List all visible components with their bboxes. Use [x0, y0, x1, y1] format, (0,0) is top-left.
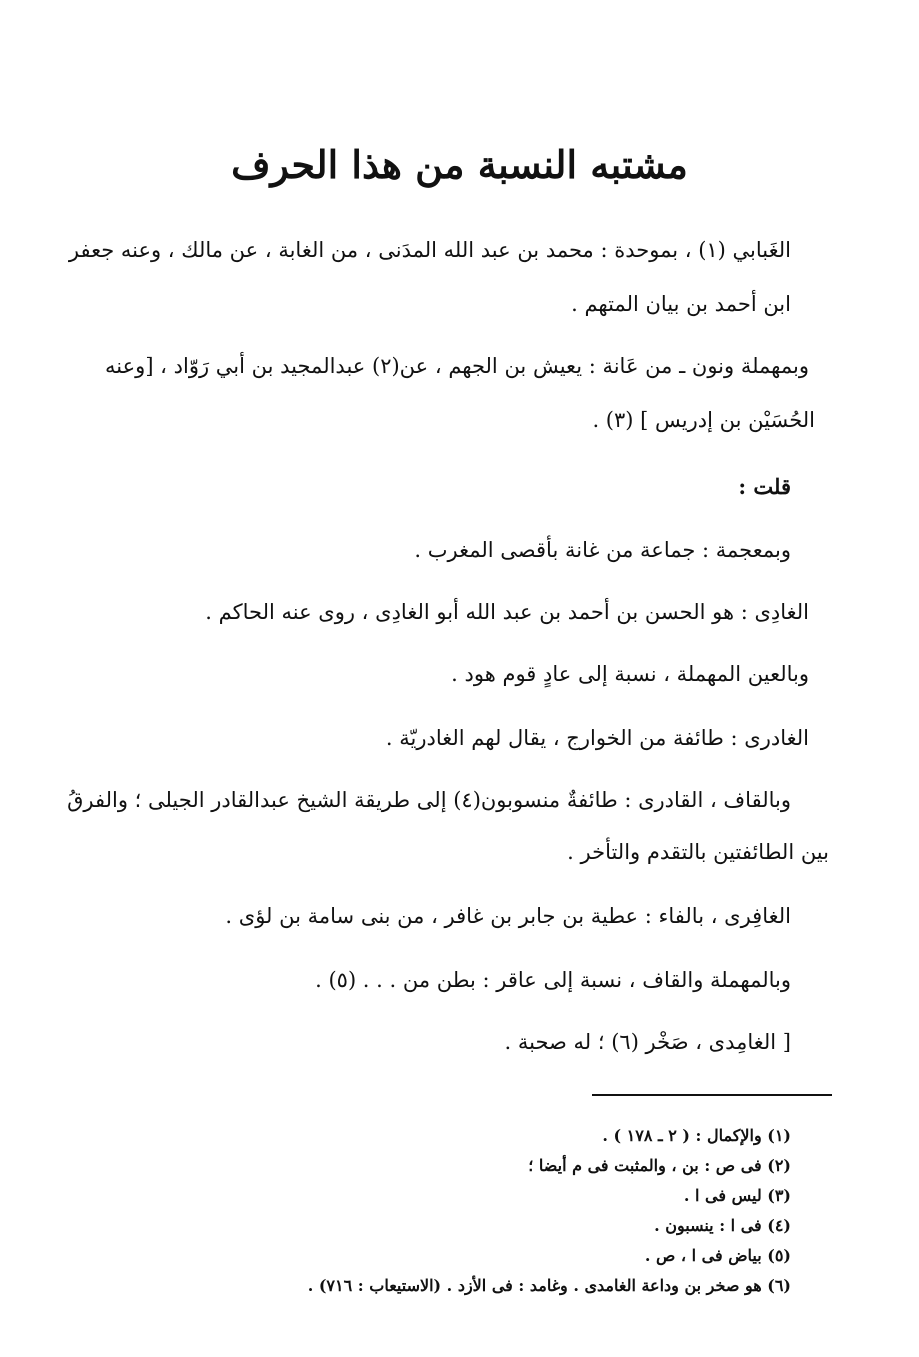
footnote-2: (٢) فى ص : بن ، والمثبت فى م أيضا ؛: [528, 1156, 791, 1175]
text-line-12: الغافِرى ، بالفاء : عطية بن جابر بن غافر ، من بنى سامة بن لؤى .: [225, 904, 791, 928]
text-line-10: وبالقاف ، القادرى : طائفةٌ منسوبون(٤) إلى طريقة الشيخ عبدالقادر الجيلى ؛ والفرقُ: [67, 788, 791, 812]
text-line-9: الغادرى : طائفة من الخوارج ، يقال لهم الغادريّة .: [385, 726, 809, 750]
text-line-11: بين الطائفتين بالتقدم والتأخر .: [567, 840, 829, 864]
text-line-1: الغَبابي (١) ، بموحدة : محمد بن عبد الله المدَنى ، من الغابة ، عن مالك ، وعنه جعفر: [68, 238, 791, 262]
footnote-4: (٤) فى ا : ينسبون .: [654, 1216, 791, 1235]
footnote-6: (٦) هو صخر بن وداعة الغامدى . وغامد : فى الأزد . (الاستيعاب : ٧١٦) .: [307, 1276, 791, 1295]
text-line-3: وبمهملة ونون ـ من عَانة : يعيش بن الجهم ، عن(٢) عبدالمجيد بن أبي رَوّاد ، [وعنه: [105, 354, 809, 378]
page-title: مشتبه النسبة من هذا الحرف: [231, 142, 688, 187]
footnote-5: (٥) بياض فى ا ، ص .: [644, 1246, 791, 1265]
footnote-3: (٣) ليس فى ا .: [683, 1186, 791, 1205]
text-line-5: قلت :: [738, 474, 791, 499]
footnote-1: (١) والإكمال : ( ٢ ـ ١٧٨ ) .: [602, 1126, 791, 1145]
footnote-separator: [592, 1094, 832, 1096]
text-line-2: ابن أحمد بن بيان المتهم .: [571, 292, 791, 316]
text-line-13: وبالمهملة والقاف ، نسبة إلى عاقر : بطن من . . . (٥) .: [315, 968, 791, 992]
text-line-4: الحُسَيْن بن إدريس ] (٣) .: [592, 408, 815, 432]
text-line-7: الغادِى : هو الحسن بن أحمد بن عبد الله أبو الغادِى ، روى عنه الحاكم .: [205, 600, 809, 624]
text-line-6: وبمعجمة : جماعة من غانة بأقصى المغرب .: [414, 538, 791, 562]
text-line-14: [ الغامِدى ، صَخْر (٦) ؛ له صحبة .: [504, 1030, 791, 1054]
text-line-8: وبالعين المهملة ، نسبة إلى عادٍ قوم هود .: [451, 662, 809, 686]
